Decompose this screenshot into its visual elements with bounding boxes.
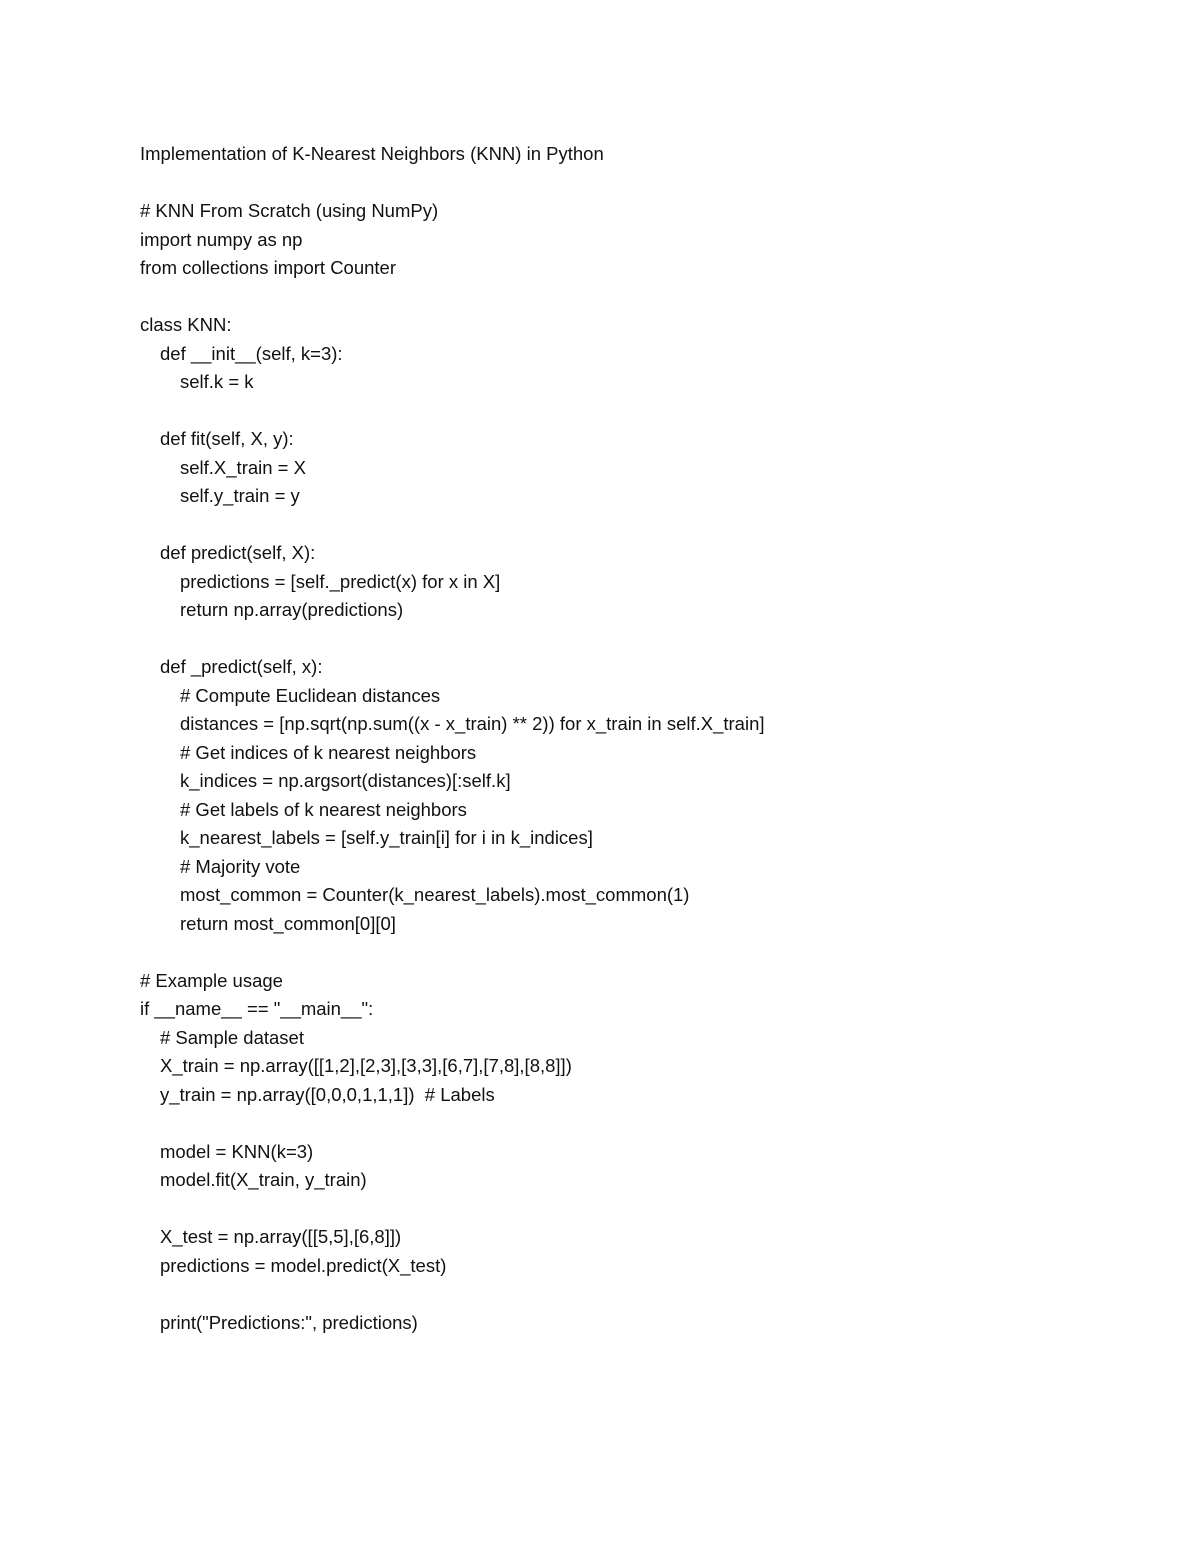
code-line: # KNN From Scratch (using NumPy) — [140, 200, 439, 221]
code-block — [140, 197, 1080, 1337]
code-line: X_train = np.array([[1,2],[2,3],[3,3],[6,7],[7,8],[8,8]]) — [160, 1055, 572, 1076]
code-line: import numpy as np — [140, 228, 303, 250]
document-body — [140, 140, 1080, 1337]
blank-line — [140, 1109, 1080, 1138]
code-line: self.y_train = y — [180, 485, 300, 506]
code-line: class KNN: — [140, 314, 232, 335]
code-line: print("Predictions:", predictions) — [160, 1311, 418, 1333]
document-title: Implementation of K-Nearest Neighbors (KNN) in Python — [140, 143, 604, 164]
code-line: # Majority vote — [180, 855, 301, 877]
code-line: # Get indices of k nearest neighbors — [180, 741, 477, 763]
code-line: # Compute Euclidean distances — [180, 684, 441, 706]
code-line: return most_common[0][0] — [180, 912, 396, 934]
code-line: predictions = model.predict(X_test) — [160, 1254, 447, 1276]
blank-line — [140, 625, 1080, 654]
code-line: from collections import Counter — [140, 257, 397, 278]
code-line: # Example usage — [140, 969, 283, 991]
code-line: def __init__(self, k=3): — [160, 342, 343, 364]
code-line: self.X_train = X — [180, 456, 306, 478]
code-line: X_test = np.array([[5,5],[6,8]]) — [160, 1226, 402, 1247]
code-line: def predict(self, X): — [160, 542, 316, 563]
code-line: model = KNN(k=3) — [160, 1140, 314, 1162]
blank-line — [140, 1195, 1080, 1224]
code-line: if __name__ == "__main__": — [140, 998, 374, 1019]
blank-line — [140, 938, 1080, 967]
code-line: y_train = np.array([0,0,0,1,1,1]) # Labels — [160, 1083, 495, 1105]
code-line: # Sample dataset — [160, 1026, 304, 1048]
blank-line — [140, 397, 1080, 426]
code-line: def _predict(self, x): — [160, 656, 323, 677]
code-line: k_indices = np.argsort(distances)[:self.k] — [180, 770, 511, 791]
code-line: return np.array(predictions) — [180, 599, 404, 620]
blank-line — [140, 511, 1080, 540]
code-line: predictions = [self._predict(x) for x in X] — [180, 570, 501, 592]
code-line: # Get labels of k nearest neighbors — [180, 798, 467, 820]
blank-line — [140, 1280, 1080, 1309]
code-line: self.k = k — [180, 371, 254, 392]
code-line: def fit(self, X, y): — [160, 428, 294, 449]
code-line: k_nearest_labels = [self.y_train[i] for i in k_indices] — [180, 827, 593, 848]
code-line: model.fit(X_train, y_train) — [160, 1169, 367, 1190]
code-line: most_common = Counter(k_nearest_labels).most_common(1) — [180, 884, 690, 905]
blank-line — [140, 169, 1080, 198]
blank-line — [140, 283, 1080, 312]
code-line: distances = [np.sqrt(np.sum((x - x_train) ** 2)) for x_train in self.X_train] — [180, 713, 765, 734]
